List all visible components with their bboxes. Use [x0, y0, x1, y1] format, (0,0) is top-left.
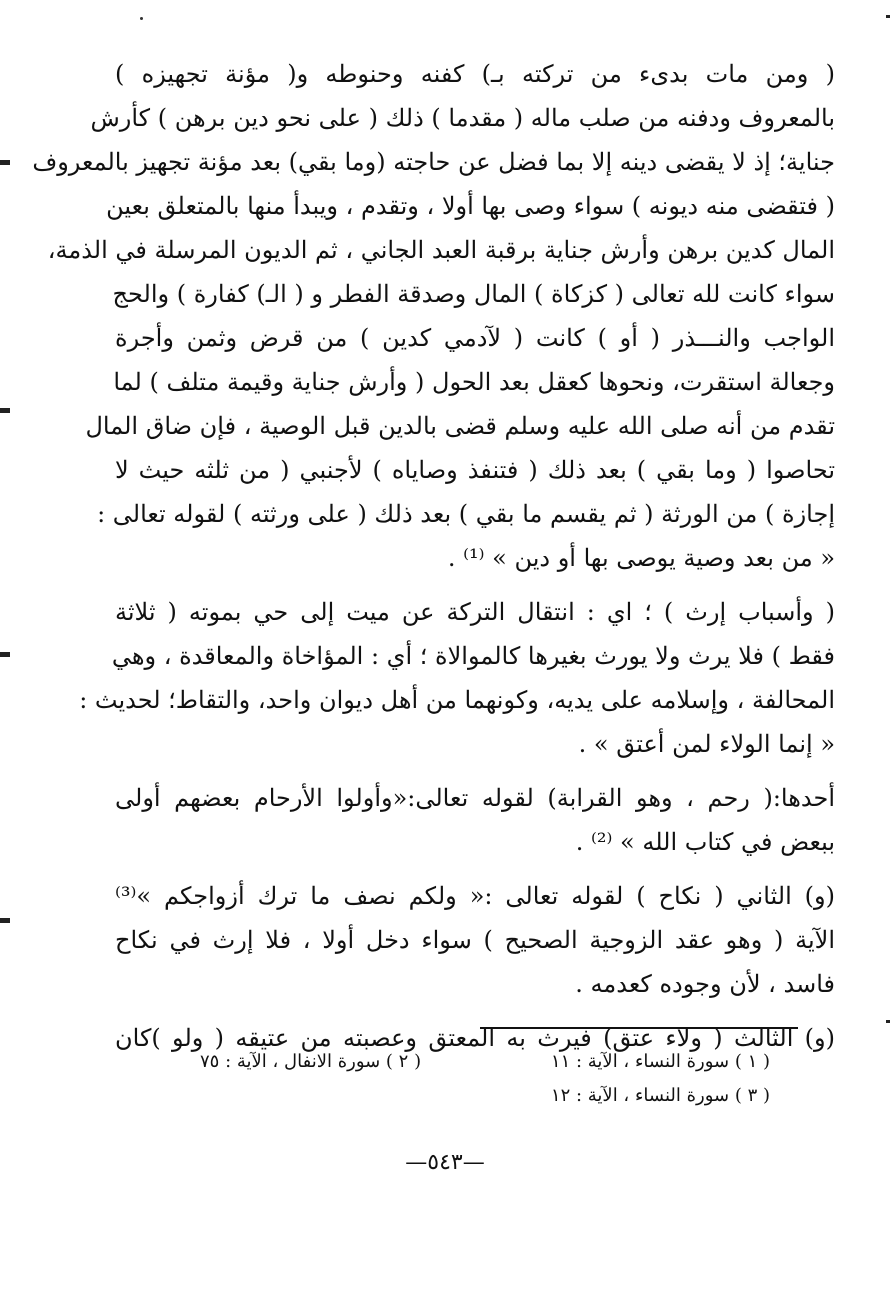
footnote-divider [480, 1027, 798, 1029]
text-line: جناية؛ إذ لا يقضى دينه إلا بما فضل عن حاجته (وما بقي) بعد مؤنة تجهيز بالمعروف [32, 148, 835, 176]
text-line: تقدم من أنه صلى الله عليه وسلم قضى بالدين قبل الوصية ، فإن ضاق المال [85, 412, 835, 440]
text-line: المال كدين برهن وأرش جناية برقبة العبد الجاني ، ثم الديون المرسلة في الذمة، [47, 236, 835, 264]
text-line: ببعض في كتاب الله » ⁽²⁾ . [575, 828, 835, 856]
footnote-3: ( ٣ ) سورة النساء ، الآية : ١٢ [550, 1085, 770, 1106]
text-line: الآية ( وهو عقد الزوجية الصحيح ) سواء دخل أولا ، فلا إرث في نكاح [115, 926, 835, 954]
footnote-1: ( ١ ) سورة النساء ، الآية : ١١ [550, 1051, 770, 1072]
page-number: —٥٤٣— [405, 1150, 485, 1175]
paragraph-estate [32, 52, 835, 580]
edge-mark [0, 918, 10, 923]
text-line: ( وأسباب إرث ) ؛ اي : انتقال التركة عن ميت إلى حي بموته ( ثلاثة [115, 598, 835, 626]
text-line: تحاصوا ( وما بقي ) بعد ذلك ( فتنفذ وصاياه ) لأجنبي ( من ثلثه حيث لا [115, 456, 835, 484]
paragraph-kinship [115, 776, 835, 864]
edge-mark [0, 408, 10, 413]
speck [140, 17, 143, 20]
text-line: أحدها:( رحم ، وهو القرابة) لقوله تعالى:«وأولوا الأرحام بعضهم أولى [115, 784, 835, 812]
text-line: بالمعروف ودفنه من صلب ماله ( مقدما ) ذلك ( على نحو دين برهن ) كأرش [90, 104, 835, 132]
text-line: فاسد ، لأن وجوده كعدمه . [575, 970, 835, 998]
text-line: المحالفة ، وإسلامه على يديه، وكونهما من أهل ديوان واحد، والتقاط؛ لحديث : [79, 686, 835, 714]
text-line: الواجب والنـــذر ( أو ) كانت ( لآدمي كدين ) من قرض وثمن وأجرة [115, 324, 835, 352]
paragraph-marriage [115, 874, 835, 1006]
main-text [32, 52, 835, 1060]
paragraph-inheritance-causes [79, 590, 835, 766]
text-line: سواء كانت لله تعالى ( كزكاة ) المال وصدقة الفطر و ( الـ) كفارة ) والحج [112, 280, 835, 308]
text-line: (و) الثالث ( ولاء عتق) فيرث به المعتق وعصبته من عتيقه ( ولو )كان [115, 1024, 835, 1052]
text-line: إجازة ) من الورثة ( ثم يقسم ما بقي ) بعد ذلك ( على ورثته ) لقوله تعالى : [97, 500, 835, 528]
edge-mark [886, 15, 890, 18]
text-line: « من بعد وصية يوصى بها أو دين » ⁽¹⁾ . [447, 544, 835, 572]
text-line: (و) الثاني ( نكاح ) لقوله تعالى :« ولكم نصف ما ترك أزواجكم »⁽³⁾ [115, 882, 835, 910]
text-line: ( ومن مات بدىء من تركته بـ) كفنه وحنوطه و( مؤنة تجهيزه ) [115, 60, 835, 88]
edge-mark [0, 652, 10, 657]
edge-mark [0, 160, 10, 165]
edge-mark [886, 1020, 890, 1023]
text-line: فقط ) فلا يرث ولا يورث بغيرها كالموالاة ؛ أي : المؤاخاة والمعاقدة ، وهي [111, 642, 835, 670]
footnotes [200, 1045, 770, 1113]
footnote-2: ( ٢ ) سورة الانفال ، الآية : ٧٥ [200, 1051, 422, 1072]
text-line: « إنما الولاء لمن أعتق » . [578, 730, 835, 758]
text-line: ( فتقضى منه ديونه ) سواء وصى بها أولا ، وتقدم ، ويبدأ منها بالمتعلق بعين [106, 192, 835, 220]
text-line: وجعالة استقرت، ونحوها كعقل بعد الحول ( وأرش جناية وقيمة متلف ) لما [113, 368, 835, 396]
